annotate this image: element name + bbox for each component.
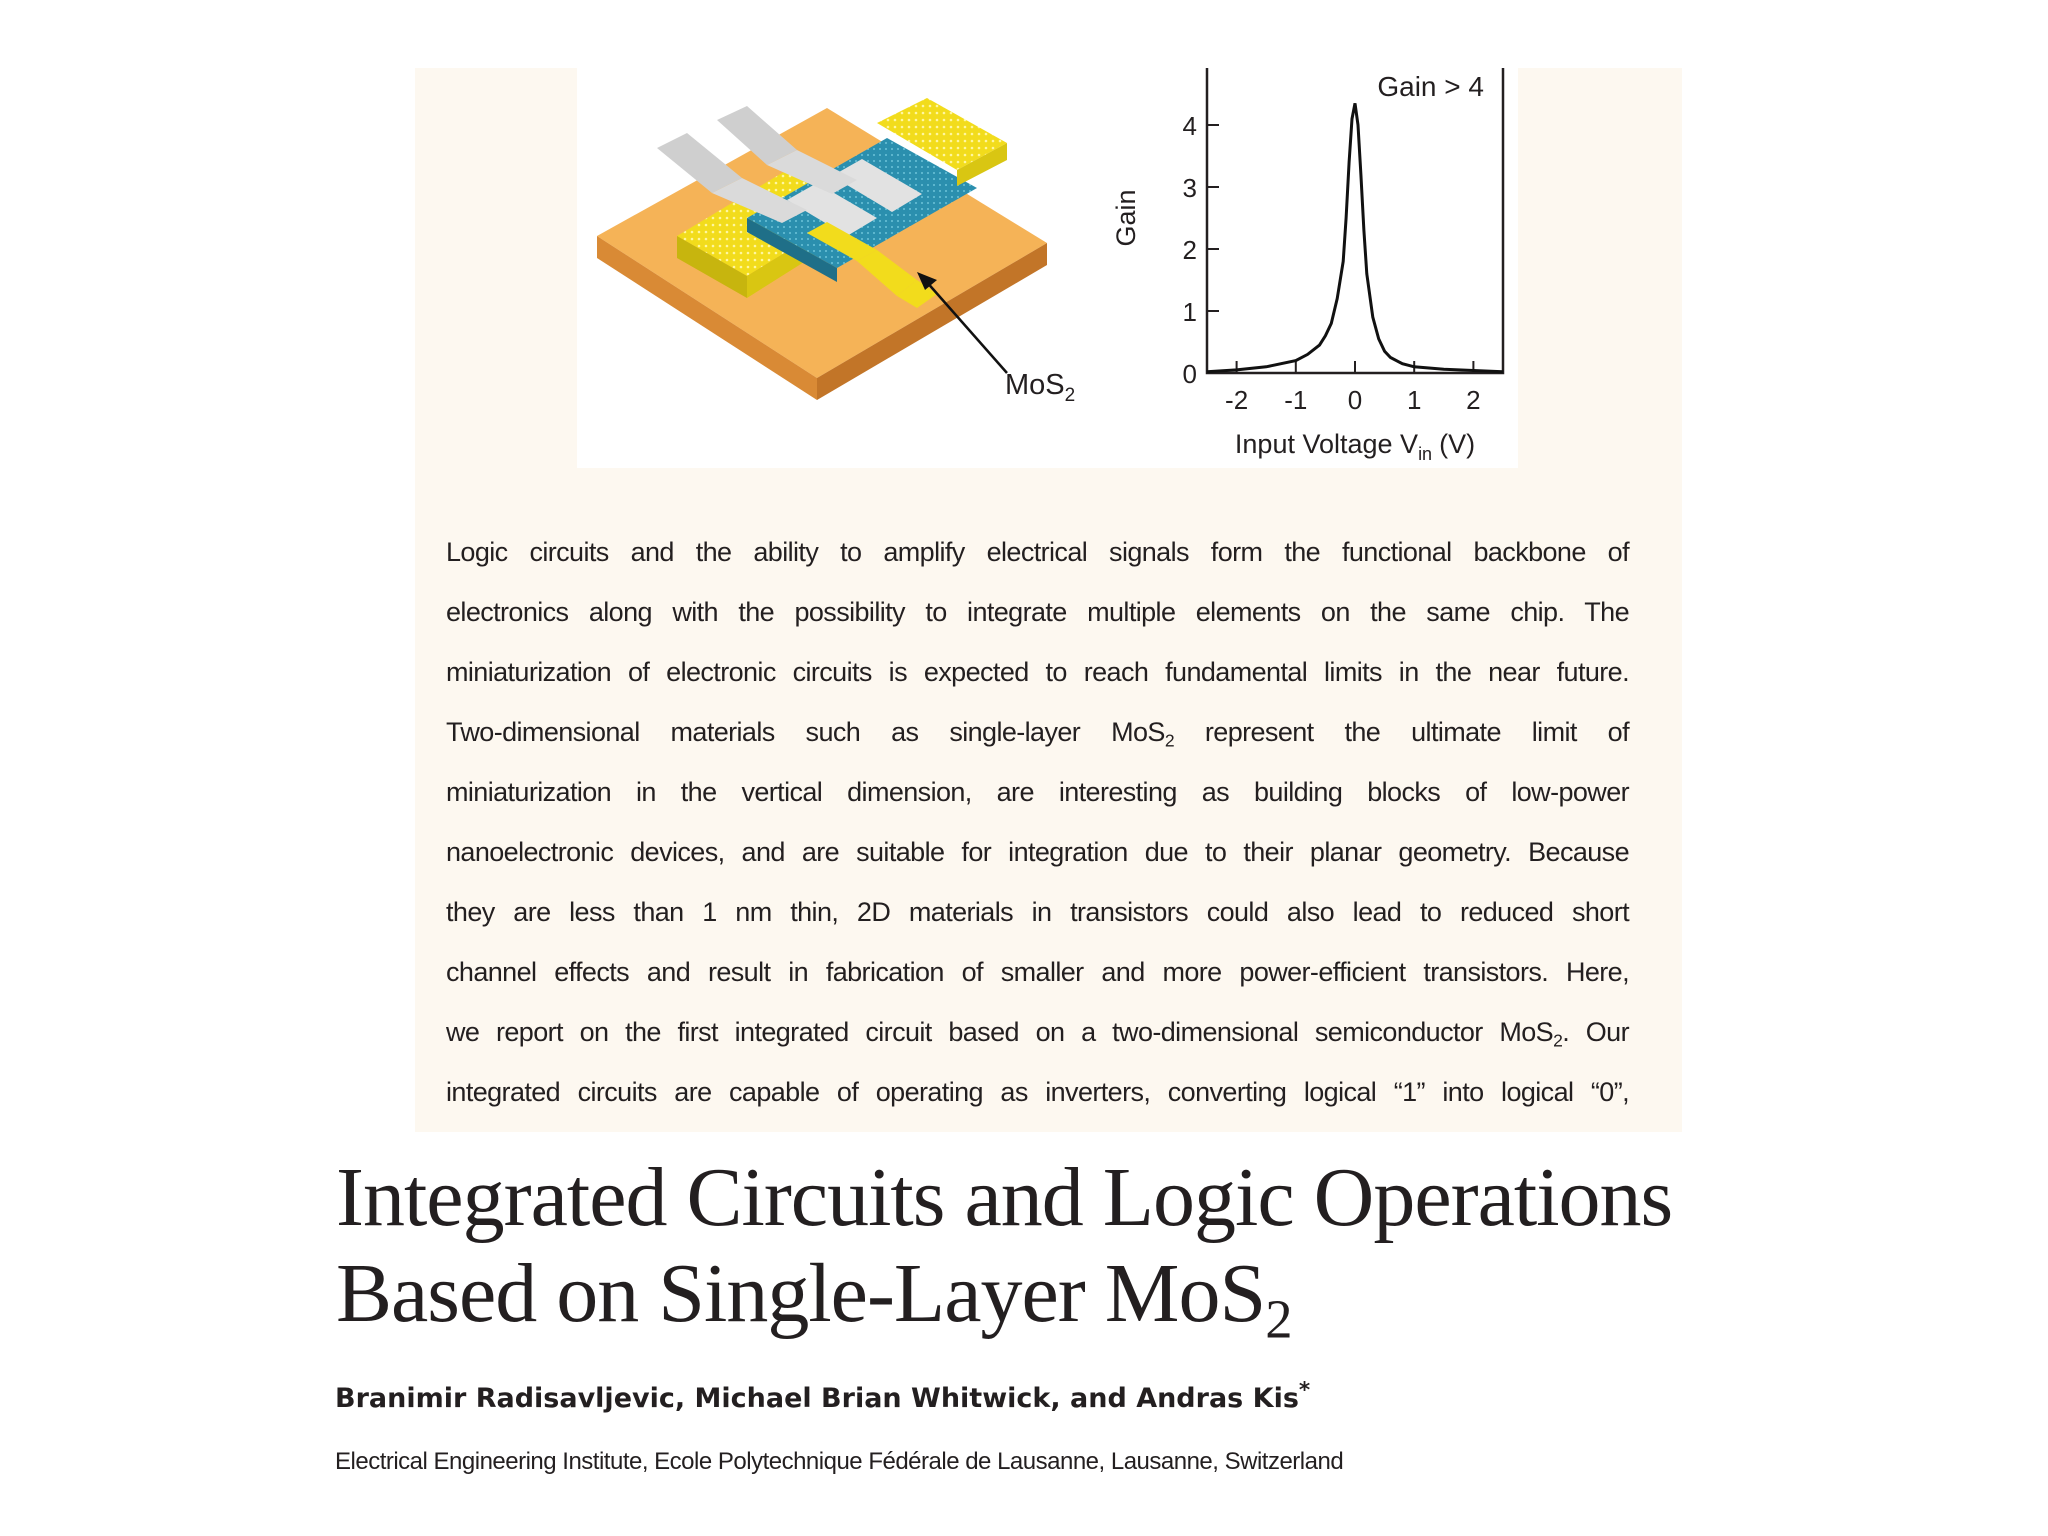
y-tick-label: 1 [1182,297,1197,327]
y-axis-ticks [1183,111,1219,389]
x-tick-label: -2 [1225,385,1249,415]
affiliation: Electrical Engineering Institute, Ecole Polytechnique Fédérale de Lausanne, Lausanne, Switzerland [335,1448,1344,1475]
abstract-line: miniaturization of electronic circuits is expected to reach fundamental limits in the near future. [446,657,1629,687]
x-tick-label: 2 [1466,385,1481,415]
figure [577,68,1518,468]
y-tick-label: 4 [1182,111,1197,141]
x-axis-label: Input Voltage $V_{in}$ (V) [1234,429,1476,464]
x-tick-label: -1 [1284,385,1308,415]
device-schematic [577,68,1077,468]
y-tick-label: 3 [1182,173,1197,203]
abstract-line: we report on the first integrated circuit based on a two-dimensional semiconductor MoS$_2$. Our [446,1017,1629,1051]
abstract-line: Two-dimensional materials such as single-layer MoS$_2$ represent the ultimate limit of [446,717,1629,751]
abstract-line: Logic circuits and the ability to amplify electrical signals form the functional backbone of [446,537,1629,567]
author-list: Branimir Radisavljevic, Michael Brian Whitwick, and Andras Kis* [335,1378,1311,1414]
gain-curve [1207,103,1503,372]
abstract-text [446,522,1629,1122]
abstract-line: channel effects and result in fabrication of smaller and more power-efficient transistors. Here, [446,957,1629,987]
mos2-label: MoS$_2$ [1005,369,1076,406]
abstract-line: nanoelectronic devices, and are suitable for integration due to their planar geometry. Because [446,837,1629,867]
abstract-line: electronics along with the possibility to integrate multiple elements on the same chip. The [446,597,1629,627]
title-line-1: Integrated Circuits and Logic Operations [336,1151,1673,1244]
y-tick-label: 0 [1182,359,1197,389]
y-axis-label: Gain [1111,189,1141,247]
x-tick-label: 1 [1406,385,1422,415]
abstract-line: they are less than 1 nm thin, 2D materials in transistors could also lead to reduced short [446,897,1629,927]
title-line-2: Based on Single-Layer MoS$_2$ [336,1247,1292,1350]
abstract-line: integrated circuits are capable of operating as inverters, converting logical “1” into logical “0”, [446,1077,1629,1107]
abstract-line: miniaturization in the vertical dimension, are interesting as building blocks of low-power [446,777,1629,807]
x-tick-label: 0 [1347,385,1363,415]
graphical-abstract-panel [415,68,1682,1132]
gain-chart [1077,68,1518,468]
gain-annotation: Gain > 4 [1377,71,1484,102]
y-tick-label: 2 [1182,235,1197,265]
paper-title [336,1150,1836,1350]
